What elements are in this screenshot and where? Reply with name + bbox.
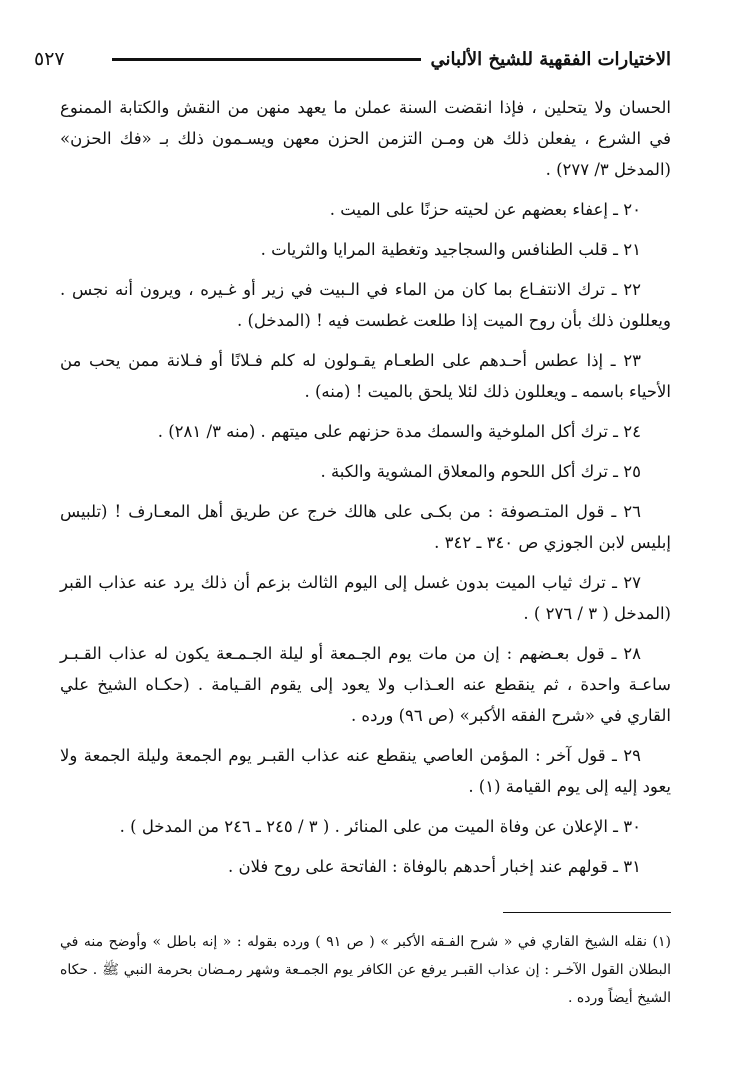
running-title: الاختيارات الفقهية للشيخ الألباني xyxy=(430,48,671,70)
list-item: ٢٧ ـ ترك ثياب الميت بدون غسل إلى اليوم الثالث بزعم أن ذلك يرد عنه عذاب القبر (المدخل ( ٣ / ٢٧٦ ) . xyxy=(60,573,671,623)
list-item: ٢٤ ـ ترك أكل الملوخية والسمك مدة حزنهم على ميتهم . (منه ٣/ ٢٨١) . xyxy=(157,422,641,441)
list-item: ٢١ ـ قلب الطنافس والسجاجيد وتغطية المرايا والثريات . xyxy=(260,240,641,259)
footnote-separator xyxy=(503,912,671,913)
page-header xyxy=(34,42,671,76)
page-number: ٥٢٧ xyxy=(34,48,65,70)
footnote: (١) نقله الشيخ القاري في « شرح الفـقه الأكبر » ( ص ٩١ ) ورده بقوله : « إنه باطل » وأوضح منه في البطلان القول الآخـر : إن عذاب القبـر يرفع عن الكافر يوم الجمـعة وشهر رمـضان بحرمة النبي ﷺ . حكاه الشيخ أيضاً ورده . xyxy=(60,934,671,1006)
list-item: ٢٦ ـ قول المتـصوفة : من بكـى على هالك خرج عن طريق أهل المعـارف ! (تلبيس إبليس لابن الجوزي ص ٣٤٠ ـ ٣٤٢ . xyxy=(60,502,671,552)
header-rule xyxy=(112,58,421,61)
continuation-paragraph: الحسان ولا يتحلين ، فإذا انقضت السنة عملن ما يعهد منهن من النقش والكتابة الممنوع في الشرع ، يفعلن ذلك هن ومـن التزمن الحزن معهن ويسـمون ذلك بـ «فك الحزن» (المدخل ٣/ ٢٧٧) . xyxy=(60,98,671,179)
list-item: ٢٨ ـ قول بعـضهم : إن من مات يوم الجـمعة أو ليلة الجـمـعة يكون له عذاب القـبـر ساعـة واحدة ، ثم ينقطع عنه العـذاب ولا يعود إلى يقوم القـيامة . (حكـاه الشيخ علي القاري في «شرح الفقه الأكبر» (ص ٩٦) ورده . xyxy=(60,644,671,725)
list-item: ٢٣ ـ إذا عطس أحـدهم على الطعـام يقـولون له كلم فـلانًا أو فـلانة ممن يحب من الأحياء باسمه ـ ويعللون ذلك لئلا يلحق بالميت ! (منه) . xyxy=(60,351,671,401)
list-item: ٣٠ ـ الإعلان عن وفاة الميت من على المنائر . ( ٣ / ٢٤٥ ـ ٢٤٦ من المدخل ) . xyxy=(119,817,641,836)
list-item: ٣١ ـ قولهم عند إخبار أحدهم بالوفاة : الفاتحة على روح فلان . xyxy=(227,857,641,876)
list-item: ٢٢ ـ ترك الانتفـاع بما كان من الماء في الـبيت في زير أو غـيره ، ويرون أنه نجس . ويعللون ذلك بأن روح الميت إذا طلعت غطست فيه ! (المدخل) . xyxy=(60,280,671,330)
list-item: ٢٠ ـ إعفاء بعضهم عن لحيته حزنًا على الميت . xyxy=(329,200,641,219)
page-body xyxy=(60,92,671,891)
list-item: ٢٩ ـ قول آخر : المؤمن العاصي ينقطع عنه عذاب القبـر يوم الجمعة وليلة الجمعة ولا يعود إليه إلى يوم القيامة (١) . xyxy=(60,746,671,796)
list-item: ٢٥ ـ ترك أكل اللحوم والمعلاق المشوية والكبة . xyxy=(320,462,641,481)
